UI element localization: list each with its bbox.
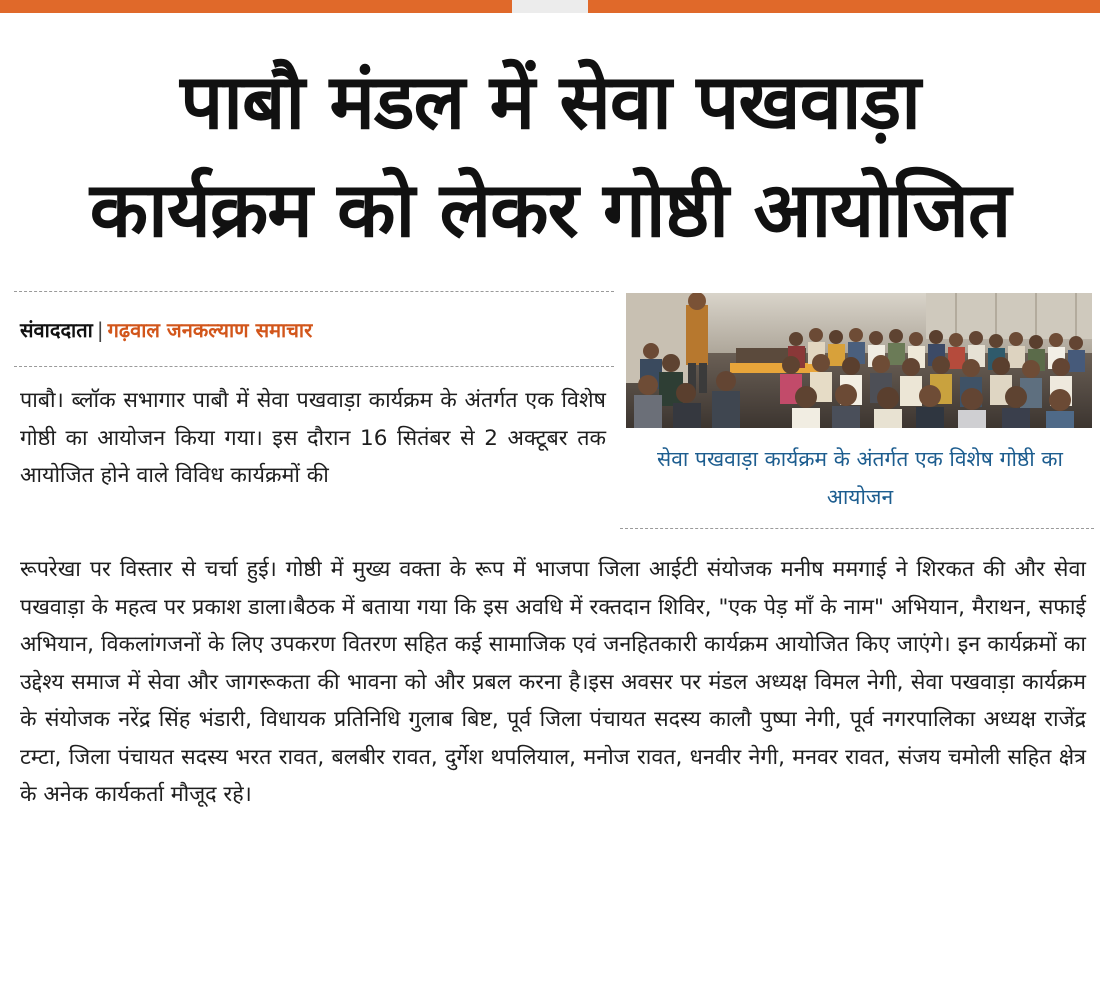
byline (20, 316, 312, 343)
byline-publication: गढ़वाल जनकल्याण समाचार (107, 318, 313, 342)
headline (0, 48, 1100, 264)
headline-line-2: कार्यक्रम को लेकर गोष्ठी आयोजित (89, 165, 1011, 254)
byline-reporter: संवाददाता (20, 318, 93, 342)
photo-caption: सेवा पखवाड़ा कार्यक्रम के अंतर्गत एक विशेष गोष्ठी का आयोजन (657, 447, 1063, 509)
headline-line-1: पाबौ मंडल में सेवा पखवाड़ा (180, 57, 920, 146)
byline-separator: | (96, 318, 104, 342)
meeting-photo-icon (626, 293, 1092, 428)
top-bar-tab (512, 0, 588, 13)
top-color-bar (0, 0, 1100, 13)
meeting-photo (626, 293, 1092, 428)
caption-rule (620, 528, 1094, 529)
article-body-intro: पाबौ। ब्लॉक सभागार पाबौ में सेवा पखवाड़ा कार्यक्रम के अंतर्गत एक विशेष गोष्ठी का आयोजन किया गया। इस दौरान 16 सितंबर से 2 अक्टूबर तक आयोजित होने वाले विविध कार्यक्रमों की (20, 388, 606, 488)
article-body-main: रूपरेखा पर विस्तार से चर्चा हुई। गोष्ठी में मुख्य वक्ता के रूप में भाजपा जिला आईटी संयोजक मनीष ममगाई ने शिरकत की और सेवा पखवाड़ा के महत्व पर प्रकाश डाला।बैठक में बताया गया कि इस अवधि में रक्तदान शिविर, "एक पेड़ माँ के नाम" अभियान, मैराथन, सफाई अभियान, विकलांगजनों के लिए उपकरण वितरण सहित कई सामाजिक एवं जनहितकारी कार्यक्रम आयोजित किए जाएंगे। इन कार्यक्रमों का उद्देश्य समाज में सेवा और जागरूकता की भावना को और प्रबल करना है।इस अवसर पर मंडल अध्यक्ष विमल नेगी, सेवा पखवाड़ा कार्यक्रम के संयोजक नरेंद्र सिंह भंडारी, विधायक प्रतिनिधि गुलाब बिष्ट, पूर्व जिला पंचायत सदस्य कालौ पुष्पा नेगी, पूर्व नगरपालिका अध्यक्ष राजेंद्र टम्टा, जिला पंचायत सदस्य भरत रावत, बलबीर रावत, दुर्गेश थपलियाल, मनोज रावत, धनवीर नेगी, मनवर रावत, संजय चमोली सहित क्षेत्र के अनेक कार्यकर्ता मौजूद रहे। (20, 557, 1086, 807)
rule-bottom (14, 366, 614, 367)
rule-top (14, 291, 614, 292)
